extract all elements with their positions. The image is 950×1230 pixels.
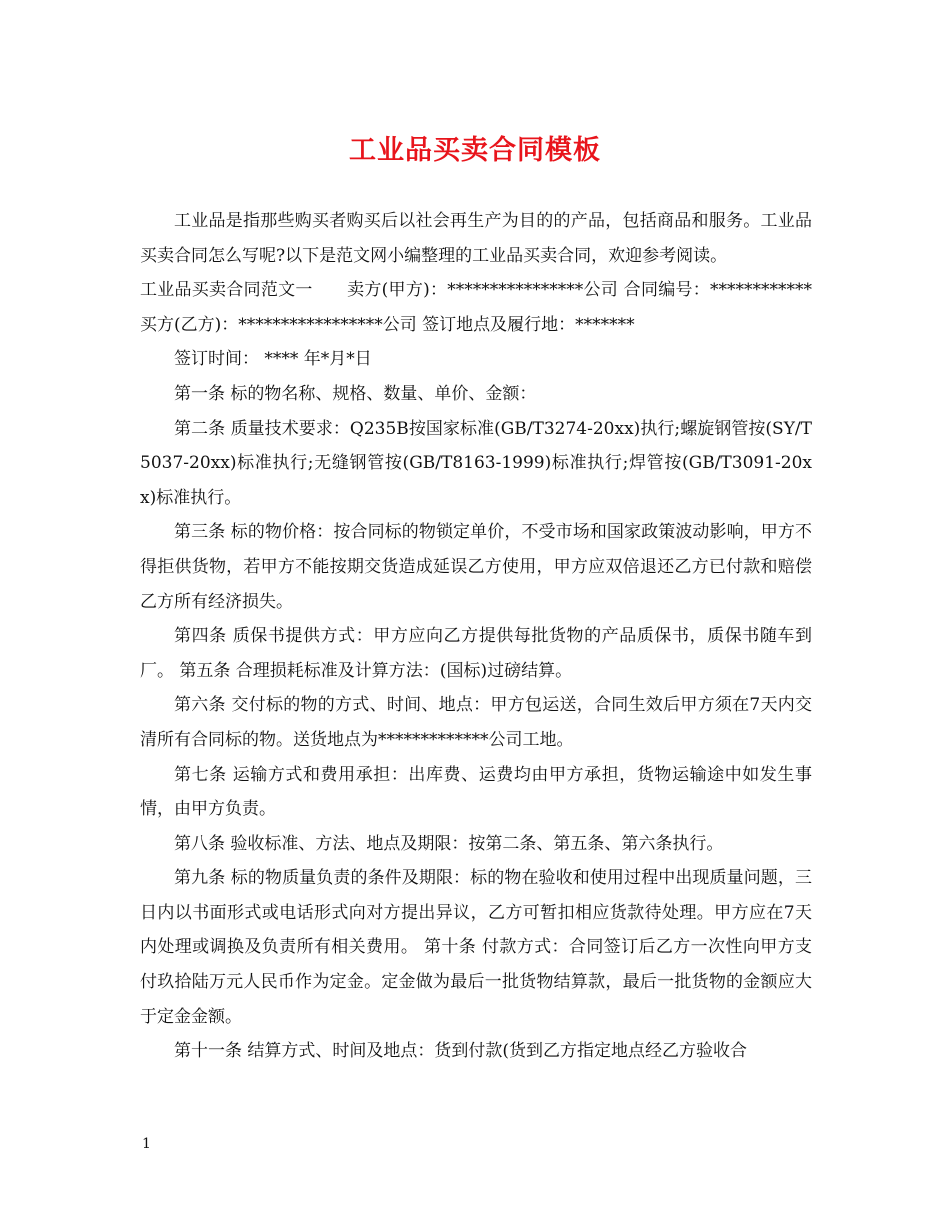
- paragraph-article-9-10: 第九条 标的物质量负责的条件及期限：标的物在验收和使用过程中出现质量问题，三日内以书面形式或电话形式向对方提出异议，乙方可暂扣相应货款待处理。甲方应在7天内处理或调换及负责所有相关费用。 第十条 付款方式：合同签订后乙方一次性向甲方支付玖拾陆万元人民币作为定金。定金做为最后一批货物结算款，最后一批货物的金额应大于定金金额。: [140, 868, 812, 1027]
- paragraph-article-3: 第三条 标的物价格：按合同标的物锁定单价，不受市场和国家政策波动影响，甲方不得拒供货物，若甲方不能按期交货造成延误乙方使用，甲方应双倍退还乙方已付款和赔偿乙方所有经济损失。: [140, 522, 812, 612]
- paragraph-article-6: 第六条 交付标的物的方式、时间、地点：甲方包运送，合同生效后甲方须在7天内交清所有合同标的物。送货地点为*************公司工地。: [140, 695, 812, 750]
- paragraph-article-11: 第十一条 结算方式、时间及地点：货到付款(货到乙方指定地点经乙方验收合: [174, 1041, 748, 1062]
- page-number: 1: [142, 1136, 151, 1152]
- paragraph-article-8: 第八条 验收标准、方法、地点及期限：按第二条、第五条、第六条执行。: [174, 833, 724, 854]
- paragraph-sign-date: 签订时间： **** 年*月*日: [174, 349, 372, 370]
- paragraph-intro: 工业品是指那些购买者购买后以社会再生产为目的的产品，包括商品和服务。工业品买卖合同怎么写呢?以下是范文网小编整理的工业品买卖合同，欢迎参考阅读。: [140, 211, 812, 266]
- document-body: [140, 204, 812, 1069]
- document-title: 工业品买卖合同模板: [349, 135, 601, 166]
- paragraph-article-2: 第二条 质量技术要求：Q235B按国家标准(GB/T3274-20xx)执行;螺旋钢管按(SY/T5037-20xx)标准执行;无缝钢管按(GB/T8163-1999)标准执行;焊管按(GB/T3091-20xx)标准执行。: [140, 418, 812, 508]
- paragraph-article-4-5: 第四条 质保书提供方式：甲方应向乙方提供每批货物的产品质保书，质保书随车到厂。 第五条 合理损耗标准及计算方法：(国标)过磅结算。: [140, 626, 812, 681]
- paragraph-article-1: 第一条 标的物名称、规格、数量、单价、金额：: [174, 383, 537, 404]
- paragraph-parties: 工业品买卖合同范文一 卖方(甲方)：****************公司 合同编号：************ 买方(乙方)：*****************公司 签订地点及履行地：*******: [140, 280, 812, 335]
- paragraph-article-7: 第七条 运输方式和费用承担：出库费、运费均由甲方承担，货物运输途中如发生事情，由甲方负责。: [140, 764, 812, 820]
